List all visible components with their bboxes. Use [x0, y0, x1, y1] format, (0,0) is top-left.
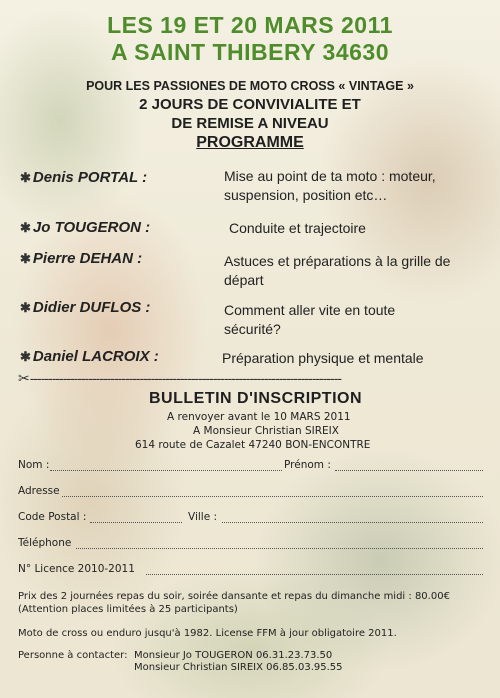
prenom-label: Prénom : [284, 459, 331, 471]
bulletin-deadline: A renvoyer avant le 10 MARS 2011 [167, 411, 351, 423]
adresse-label: Adresse [18, 485, 60, 497]
asterisk-icon: ✱ [20, 251, 31, 266]
remise-subtitle: DE REMISE A NIVEAU [171, 115, 329, 132]
speaker-name: Jo TOUGERON : [32, 219, 151, 236]
programme-speaker-2 [20, 219, 150, 236]
ville-label: Ville : [188, 511, 218, 523]
speaker-name: Pierre DEHAN : [32, 250, 143, 267]
speaker-name: Daniel LACROIX : [32, 348, 159, 365]
telephone-label: Téléphone [18, 537, 72, 549]
programme-topic-2: Conduite et trajectoire [229, 220, 366, 236]
programme-heading: PROGRAMME [196, 134, 304, 151]
programme-topic-5: Préparation physique et mentale [222, 350, 424, 366]
licence-label: N° Licence 2010-2011 [18, 563, 135, 575]
programme-topic-3: Astuces et préparations à la grille de départ [224, 253, 451, 288]
nom-field[interactable] [50, 460, 282, 471]
ville-field[interactable] [222, 512, 483, 523]
licence-field[interactable] [146, 564, 483, 575]
programme-topic-4: Comment aller vite en toute sécurité? [224, 302, 396, 337]
convivialite-subtitle: 2 JOURS DE CONVIVIALITE ET [139, 96, 361, 113]
bulletin-recipient: A Monsieur Christian SIREIX [193, 425, 339, 437]
bulletin-address: 614 route de Cazalet 47240 BON-ENCONTRE [135, 439, 371, 451]
event-location-title: A SAINT THIBERY 34630 [110, 39, 390, 65]
programme-topic-1: Mise au point de ta moto : moteur, suspension, position etc… [224, 168, 436, 203]
event-dates-title: LES 19 ET 20 MARS 2011 [107, 12, 393, 38]
speaker-name: Didier DUFLOS : [32, 299, 151, 316]
adresse-field[interactable] [62, 486, 483, 497]
code-postal-field[interactable] [90, 512, 182, 523]
contact-jo: Monsieur Jo TOUGERON 06.31.23.73.50 [134, 650, 333, 661]
scissors-icon: ✂ [18, 370, 30, 386]
programme-speaker-5 [20, 348, 159, 365]
asterisk-icon: ✱ [20, 349, 31, 364]
audience-subtitle: POUR LES PASSIONES DE MOTO CROSS « VINTAGE » [86, 79, 414, 93]
cut-line: ✂------------------------------------------------------------------------------------- [18, 370, 342, 386]
nom-label: Nom : [18, 459, 50, 471]
price-info: Prix des 2 journées repas du soir, soirée dansante et repas du dimanche midi : 80.00€ [18, 591, 450, 602]
asterisk-icon: ✱ [20, 300, 31, 315]
code-postal-label: Code Postal : [18, 511, 87, 523]
moto-info: Moto de cross ou enduro jusqu'à 1982. License FFM à jour obligatoire 2011. [18, 628, 397, 639]
places-info: (Attention places limitées à 25 participants) [18, 604, 238, 615]
contact-christian: Monsieur Christian SIREIX 06.85.03.95.55 [134, 662, 343, 673]
speaker-name: Denis PORTAL : [32, 169, 148, 186]
telephone-field[interactable] [76, 538, 483, 549]
bulletin-title: BULLETIN D'INSCRIPTION [149, 390, 363, 407]
prenom-field[interactable] [335, 460, 483, 471]
programme-speaker-4 [20, 299, 150, 316]
asterisk-icon: ✱ [20, 170, 31, 185]
asterisk-icon: ✱ [20, 220, 31, 235]
programme-speaker-3 [20, 250, 142, 267]
contact-label: Personne à contacter: [18, 650, 128, 661]
programme-speaker-1 [20, 169, 147, 186]
